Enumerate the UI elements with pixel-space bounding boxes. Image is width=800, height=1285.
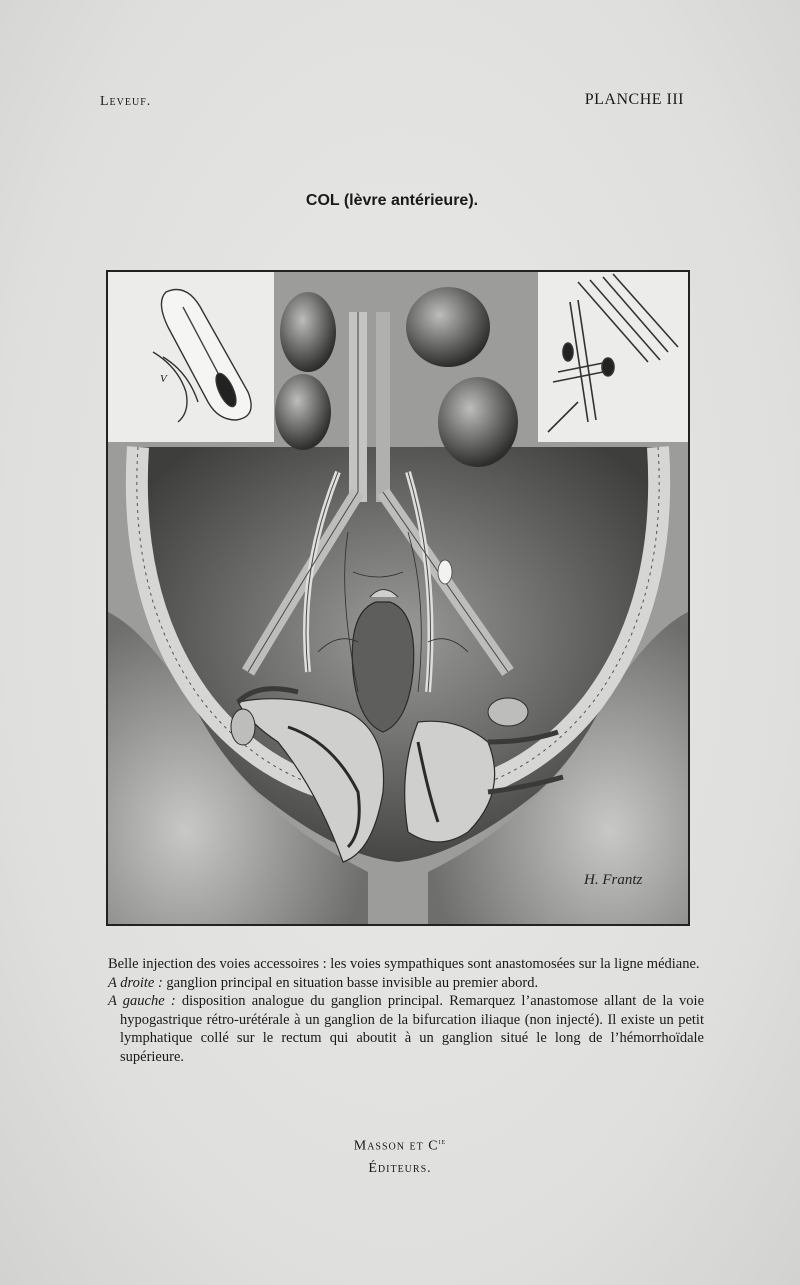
plate-caption: [108, 955, 704, 1066]
caption-left: [108, 992, 704, 1066]
author-header: Leveuf.: [100, 94, 152, 109]
inset-label-v: V: [160, 373, 167, 385]
plate-number-header: PLANCHE III: [584, 91, 684, 108]
publisher-name-sup: ie: [438, 1136, 447, 1146]
caption-right: [108, 974, 704, 993]
anatomical-illustration: [106, 270, 690, 926]
publisher-role: Éditeurs.: [368, 1160, 432, 1176]
publisher-name-main: Masson et C: [353, 1138, 439, 1154]
plate-title: COL (lèvre antérieure).: [305, 192, 479, 209]
publisher-imprint: [0, 1130, 800, 1180]
inset-top-right: [538, 272, 688, 442]
caption-right-lead: A droite :: [108, 974, 163, 991]
illustrator-signature: H. Frantz: [584, 872, 643, 888]
illustration-drawing: [108, 272, 688, 924]
caption-intro: Belle injection des voies accessoires : les voies sympathiques sont anastomosées sur la ligne médiane.: [108, 956, 700, 972]
caption-left-lead: A gauche :: [108, 993, 176, 1009]
caption-right-text: ganglion principal en situation basse invisible au premier abord.: [162, 974, 539, 991]
caption-left-text: disposition analogue du ganglion principal. Remarquez l’anastomose allant de la voie hypogastrique rétro-urétérale à un ganglion de la bifurcation iliaque (non injecté). Il existe un petit lymphatique collé sur le rectum qui aboutit à un ganglion situé le long de l’hémorrhoïdale supérieure.: [120, 993, 705, 1065]
publisher-name: [0, 1130, 800, 1158]
